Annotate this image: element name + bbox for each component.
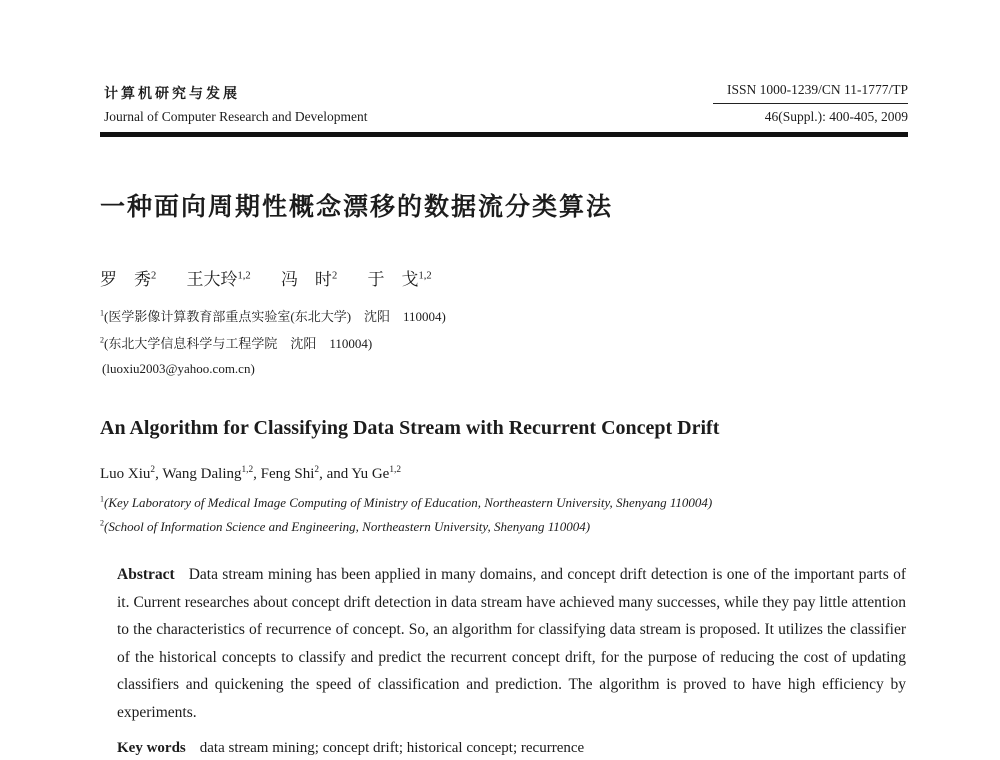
- affiliations-english: [100, 495, 908, 535]
- author-cn: 王大玲$^{1,2}$: [186, 270, 251, 289]
- author-cn: 于 戈$^{1,2}$: [367, 270, 432, 289]
- keywords-section: [117, 740, 908, 757]
- masthead-left: [100, 83, 368, 125]
- affiliation-line: $^1$(Key Laboratory of Medical Image Computing of Ministry of Education, Northeastern University, Shenyang 110004): [100, 494, 713, 510]
- paper-page: [100, 82, 908, 757]
- abstract-text: Data stream mining has been applied in many domains, and concept drift detection is one of the important parts of it. Current researches about concept drift detection in data stream have achieved many successes, while they pay little attention to the characteristics of recurrence of concept. So, an algorithm for classifying data stream is proposed. It utilizes the classifier of the historical concepts to classify and predict the recurrent concept drift, for the purpose of reducing the cost of updating classifiers and quickening the speed of classification and prediction. The algorithm is proved to have high efficiency by experiments.: [117, 566, 906, 721]
- header-rule: [100, 132, 908, 137]
- affiliation-line: $^2$(东北大学信息科学与工程学院 沈阳 110004): [100, 335, 373, 351]
- author-affiliation-sup: 2: [331, 270, 338, 282]
- author-affiliation-sup: 1,2: [418, 270, 432, 282]
- author-en: Feng Shi$^2$, and: [260, 465, 352, 482]
- author-affiliation-sup: 2: [314, 465, 320, 475]
- author-affiliation-sup: 2: [150, 465, 156, 475]
- affiliation-line: $^2$(School of Information Science and Engineering, Northeastern University, Shenyang 110004): [100, 518, 591, 534]
- author-affiliation-sup: 2: [151, 270, 157, 282]
- journal-title-english: Journal of Computer Research and Development: [104, 109, 368, 124]
- paper-title-english: An Algorithm for Classifying Data Stream with Recurrent Concept Drift: [100, 417, 720, 439]
- keywords-label: Key words: [117, 740, 186, 757]
- affiliation-line: $^1$(医学影像计算教育部重点实验室(东北大学) 沈阳 110004): [100, 308, 446, 324]
- author-en: Luo Xiu$^2$,: [100, 465, 163, 482]
- masthead: [100, 82, 908, 125]
- paper-title-chinese: 一种面向周期性概念漂移的数据流分类算法: [100, 193, 614, 221]
- author-affiliation-sup: 1,2: [237, 270, 251, 282]
- authors-chinese: [100, 265, 908, 290]
- keywords-text: data stream mining; concept drift; historical concept; recurrence: [199, 740, 585, 757]
- author-affiliation-sup: 1,2: [241, 465, 254, 475]
- author-cn: 冯 时$^2$: [280, 270, 338, 289]
- affiliations-chinese: [100, 306, 908, 352]
- abstract-section: [117, 561, 906, 726]
- masthead-right: [713, 82, 908, 125]
- author-en: Wang Daling$^{1,2}$,: [162, 465, 261, 482]
- issn-line: ISSN 1000-1239/CN 11-1777/TP: [713, 82, 908, 104]
- abstract-label: Abstract: [117, 566, 175, 583]
- issue-line: 46(Suppl.): 400-405, 2009: [764, 109, 908, 124]
- author-affiliation-sup: 1,2: [389, 465, 401, 475]
- author-en: Yu Ge$^{1,2}$: [351, 465, 401, 482]
- author-cn: 罗 秀$^2$: [100, 270, 157, 289]
- journal-title-chinese: 计算机研究与发展: [104, 85, 240, 101]
- contact-email: (luoxiu2003@yahoo.com.cn): [102, 361, 255, 376]
- authors-english: [100, 466, 908, 483]
